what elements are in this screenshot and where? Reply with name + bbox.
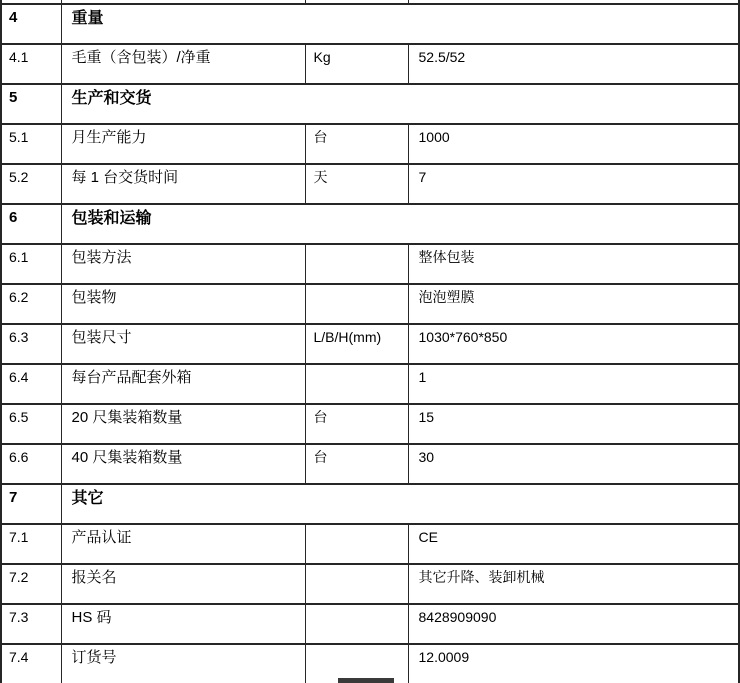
cell-value: 30 — [408, 444, 739, 484]
table-row — [1, 404, 739, 444]
cell-unit: 台 — [305, 124, 408, 164]
cell-item-label: 产品认证 — [61, 524, 305, 564]
cell-unit — [305, 604, 408, 644]
cell-value: CE — [408, 524, 739, 564]
cell-item-label: 月生产能力 — [61, 124, 305, 164]
table-row — [1, 524, 739, 564]
cell-value: 其它升降、装卸机械 — [408, 564, 739, 604]
cell-row-number: 7.4 — [1, 644, 61, 683]
cell-item-label: 每 1 台交货时间 — [61, 164, 305, 204]
cell-item-label: 40 尺集装箱数量 — [61, 444, 305, 484]
cell-unit: Kg — [305, 44, 408, 84]
cell-row-number: 6.4 — [1, 364, 61, 404]
cell-section-title: 生产和交货 — [61, 84, 739, 124]
cell-unit — [305, 524, 408, 564]
section-row — [1, 484, 739, 524]
product-spec-table — [0, 3, 740, 683]
cell-item-label: 每台产品配套外箱 — [61, 364, 305, 404]
cell-value: 7 — [408, 164, 739, 204]
cell-unit — [305, 564, 408, 604]
cell-row-number: 5.1 — [1, 124, 61, 164]
cell-section-title: 其它 — [61, 484, 739, 524]
table-row — [1, 284, 739, 324]
cell-unit — [305, 364, 408, 404]
cell-section-number: 4 — [1, 4, 61, 44]
table-top-sliver — [0, 0, 740, 3]
cell-value: 1 — [408, 364, 739, 404]
cell-value: 52.5/52 — [408, 44, 739, 84]
cell-item-label: 订货号 — [61, 644, 305, 683]
column-divider — [61, 0, 62, 3]
table-row — [1, 164, 739, 204]
cell-value: 泡泡塑膜 — [408, 284, 739, 324]
cell-section-number: 7 — [1, 484, 61, 524]
cell-section-number: 5 — [1, 84, 61, 124]
cell-value: 15 — [408, 404, 739, 444]
table-row — [1, 604, 739, 644]
cell-section-title: 重量 — [61, 4, 739, 44]
cell-row-number: 6.6 — [1, 444, 61, 484]
cell-value: 整体包装 — [408, 244, 739, 284]
cell-unit: 台 — [305, 404, 408, 444]
cell-value: 1000 — [408, 124, 739, 164]
column-divider — [408, 0, 409, 3]
table-row — [1, 564, 739, 604]
cell-item-label: HS 码 — [61, 604, 305, 644]
cell-unit — [305, 244, 408, 284]
cell-value: 1030*760*850 — [408, 324, 739, 364]
cell-row-number: 5.2 — [1, 164, 61, 204]
cell-row-number: 6.3 — [1, 324, 61, 364]
table-row — [1, 124, 739, 164]
table-row — [1, 444, 739, 484]
section-row — [1, 4, 739, 44]
section-row — [1, 204, 739, 244]
column-divider — [305, 0, 306, 3]
cell-row-number: 7.1 — [1, 524, 61, 564]
table-row — [1, 244, 739, 284]
cell-item-label: 包装方法 — [61, 244, 305, 284]
spec-table-body — [1, 4, 739, 683]
cell-item-label: 包装物 — [61, 284, 305, 324]
cell-unit: 台 — [305, 444, 408, 484]
cell-row-number: 7.2 — [1, 564, 61, 604]
table-row — [1, 324, 739, 364]
cell-unit: L/B/H(mm) — [305, 324, 408, 364]
cell-value: 12.0009 — [408, 644, 739, 683]
cell-section-number: 6 — [1, 204, 61, 244]
cell-item-label: 毛重（含包装）/净重 — [61, 44, 305, 84]
cell-row-number: 6.1 — [1, 244, 61, 284]
table-row — [1, 364, 739, 404]
cell-unit — [305, 284, 408, 324]
cell-section-title: 包装和运输 — [61, 204, 739, 244]
cell-value: 8428909090 — [408, 604, 739, 644]
cell-item-label: 包装尺寸 — [61, 324, 305, 364]
cell-item-label: 报关名 — [61, 564, 305, 604]
table-row — [1, 44, 739, 84]
scrollbar-thumb[interactable] — [338, 678, 394, 683]
cell-row-number: 7.3 — [1, 604, 61, 644]
cell-row-number: 4.1 — [1, 44, 61, 84]
cell-item-label: 20 尺集装箱数量 — [61, 404, 305, 444]
cell-unit: 天 — [305, 164, 408, 204]
cell-row-number: 6.5 — [1, 404, 61, 444]
section-row — [1, 84, 739, 124]
cell-row-number: 6.2 — [1, 284, 61, 324]
